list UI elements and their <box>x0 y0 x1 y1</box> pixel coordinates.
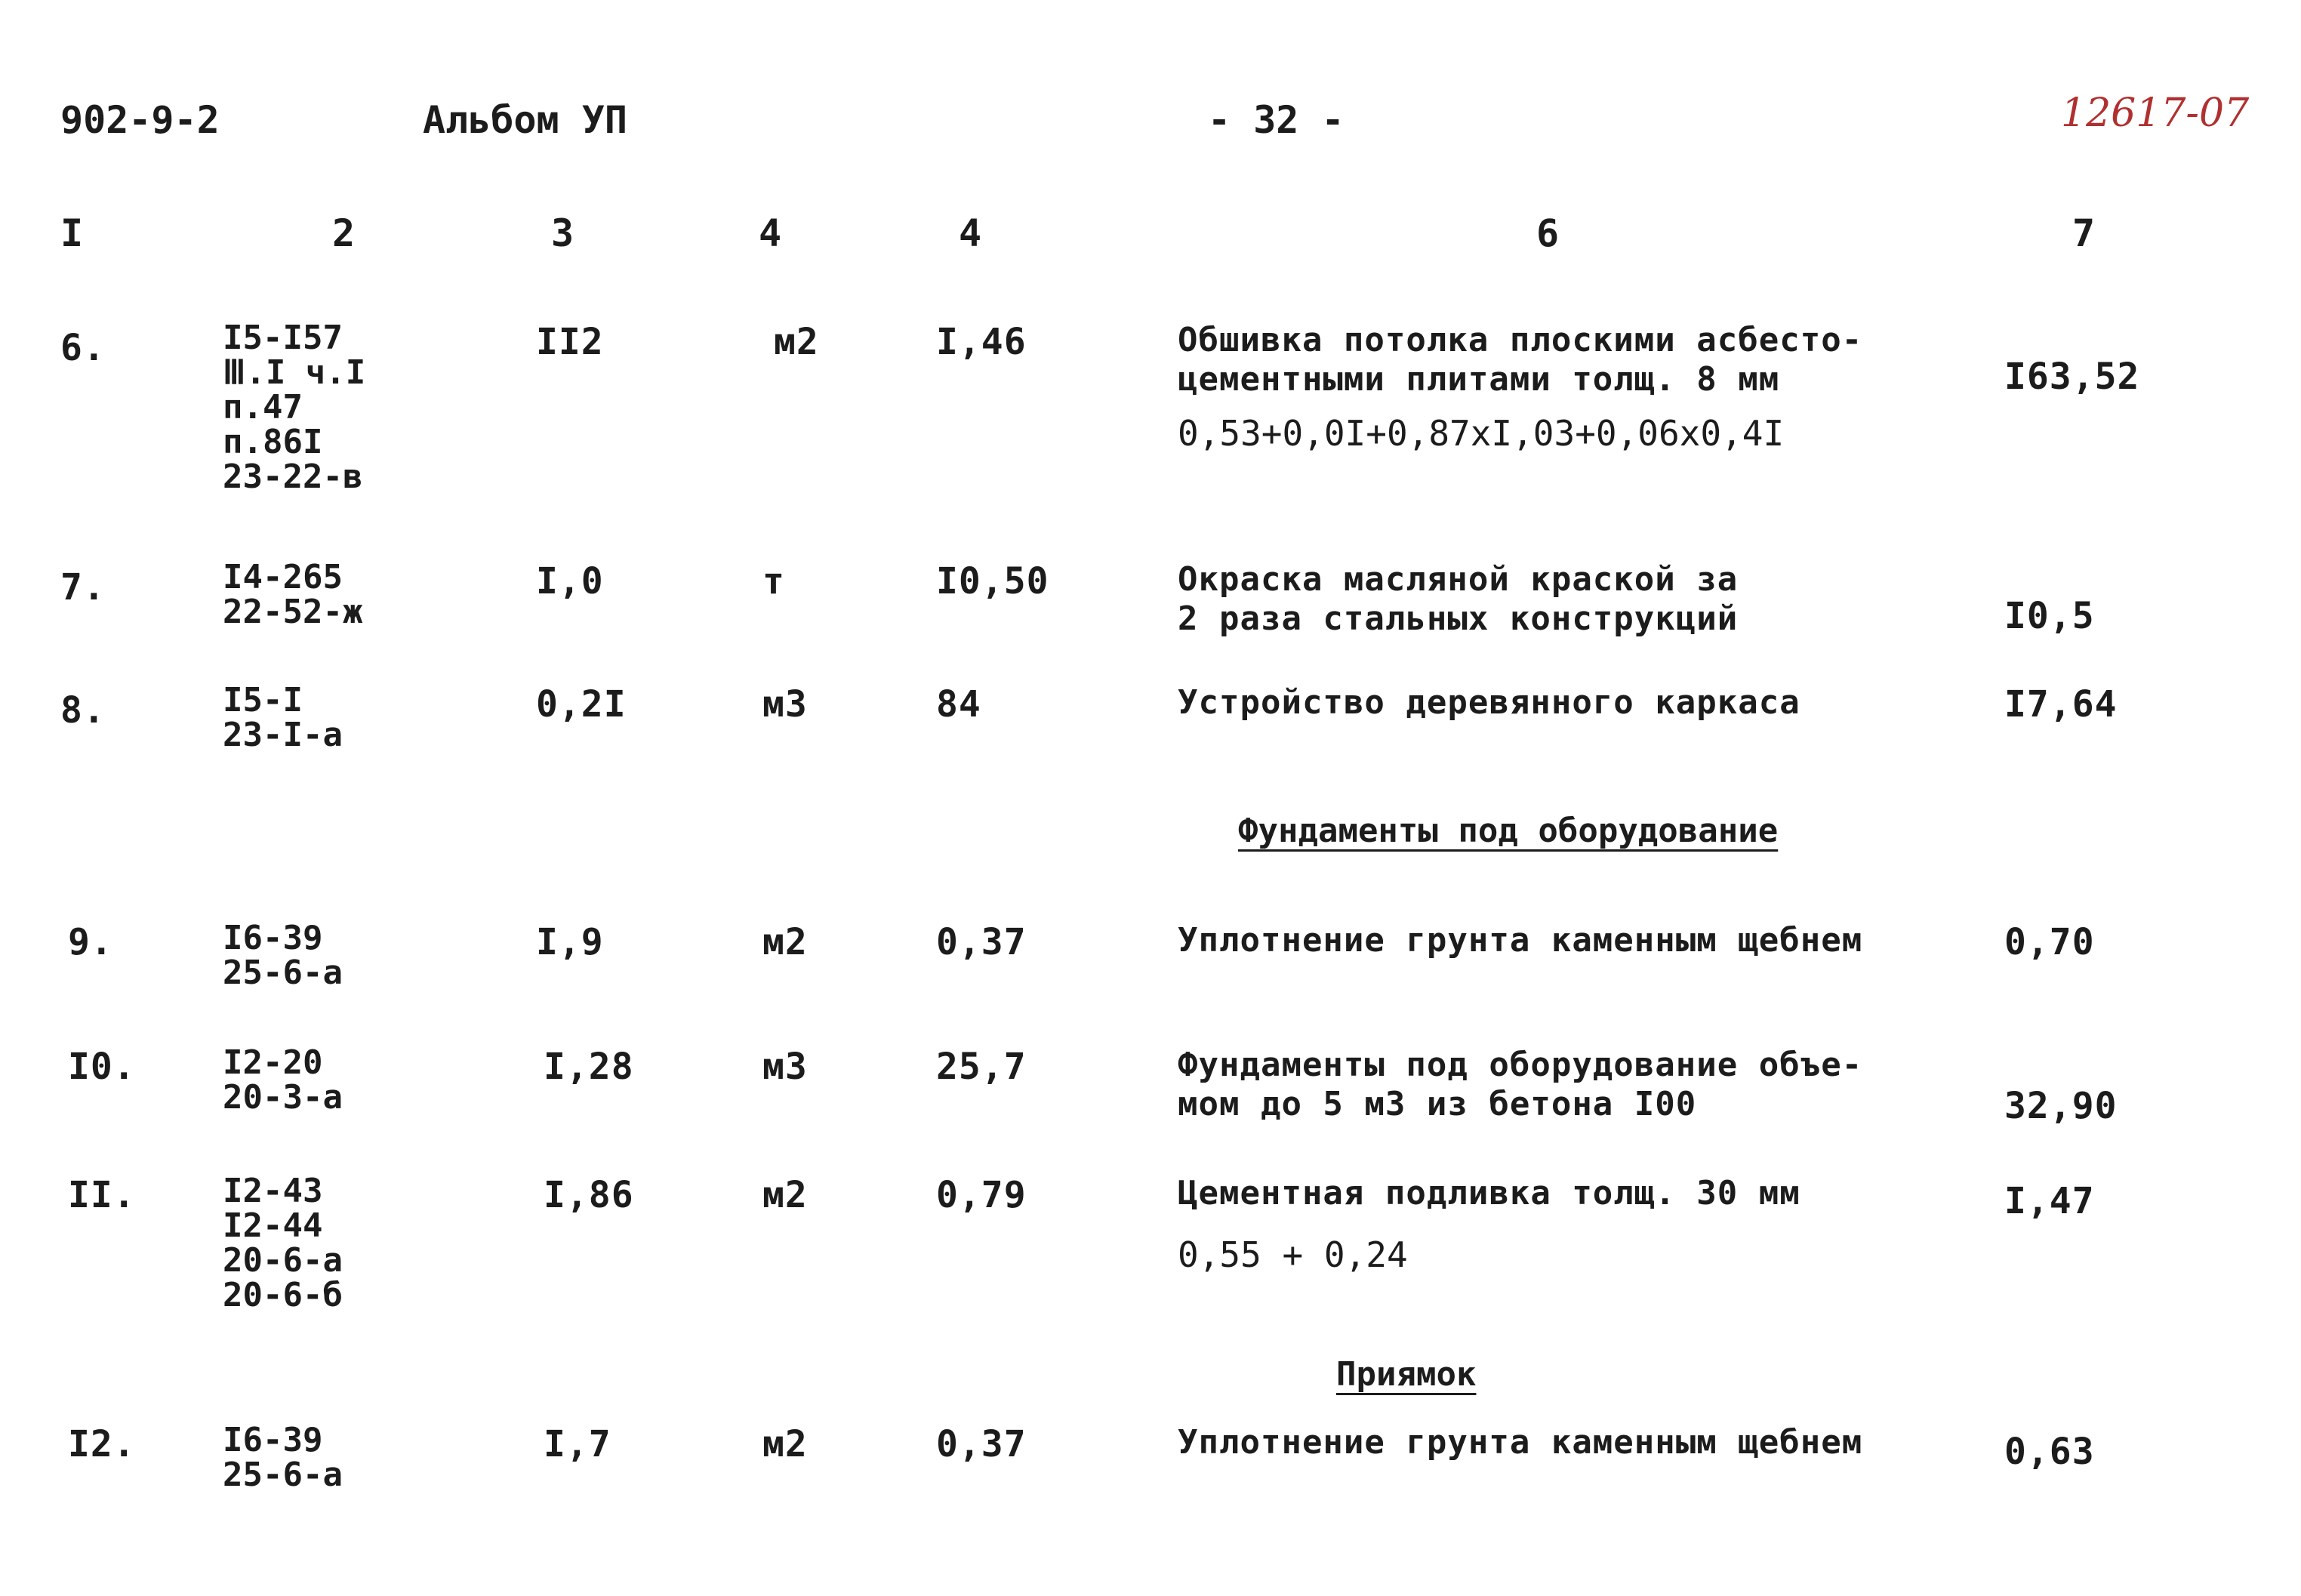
inventory-number: 12617-07 <box>2061 91 2250 136</box>
section-heading-foundations: Фундаменты под оборудование <box>1238 812 1779 850</box>
rate: 0,37 <box>936 921 1027 963</box>
row-number: 6. <box>60 327 106 369</box>
norm-code: п.86I <box>223 423 323 461</box>
work-description <box>1178 921 1862 960</box>
description-line: Устройство деревянного каркаса <box>1178 683 1800 722</box>
total: I0,5 <box>2004 595 2095 637</box>
description-line: 2 раза стальных конструкций <box>1178 599 1739 638</box>
norm-code: 20-3-а <box>223 1078 343 1117</box>
row-number: 8. <box>60 689 106 732</box>
rate: 0,37 <box>936 1423 1027 1465</box>
rate: I0,50 <box>936 560 1049 602</box>
column-number-6: 6 <box>1536 211 1560 255</box>
rate: 25,7 <box>936 1046 1027 1088</box>
column-number-7: 7 <box>2072 211 2096 255</box>
norm-code: 20-6-б <box>223 1276 343 1314</box>
description-line: мом до 5 м3 из бетона I00 <box>1178 1085 1697 1123</box>
rate: 84 <box>936 683 981 726</box>
norm-code: 25-6-а <box>223 954 343 992</box>
norm-code: I4-265 <box>223 558 343 596</box>
norm-code: I5-I57 <box>223 319 343 357</box>
norm-code: I2-43 <box>223 1172 323 1210</box>
rate: 0,79 <box>936 1174 1027 1216</box>
description-line: Уплотнение грунта каменным щебнем <box>1178 1423 1863 1462</box>
unit: м3 <box>762 1046 808 1088</box>
unit: м2 <box>774 321 819 363</box>
document-code: 902-9-2 <box>60 98 220 142</box>
description-line: Окраска масляной краской за <box>1178 560 1739 599</box>
unit: т <box>762 560 785 602</box>
quantity: II2 <box>536 321 604 363</box>
norm-code: I5-I <box>223 681 303 719</box>
norm-code: I2-44 <box>223 1206 323 1245</box>
column-number-2: 2 <box>332 211 356 255</box>
work-description <box>1178 1174 1800 1213</box>
norm-code: I6-39 <box>223 1421 323 1459</box>
total: 0,70 <box>2004 921 2095 963</box>
norm-code: 23-22-в <box>223 458 363 496</box>
section-heading-pit: Приямок <box>1336 1355 1477 1394</box>
total: 0,63 <box>2004 1431 2095 1473</box>
description-line: цементными плитами толщ. 8 мм <box>1178 360 1780 399</box>
norm-code: I2-20 <box>223 1043 323 1082</box>
norm-codes <box>223 921 343 991</box>
norm-codes <box>223 1423 343 1493</box>
norm-code: п.47 <box>223 388 303 427</box>
unit: м3 <box>762 683 808 726</box>
total: I,47 <box>2004 1180 2095 1222</box>
column-number-5: 4 <box>959 211 982 255</box>
norm-code: I6-39 <box>223 919 323 957</box>
norm-codes <box>223 1043 343 1117</box>
norm-codes <box>223 321 365 495</box>
quantity: I,0 <box>536 560 604 602</box>
description-line: Обшивка потолка плоскими асбесто- <box>1178 321 1863 359</box>
quantity: 0,2I <box>536 683 627 726</box>
row-number: I2. <box>68 1423 136 1465</box>
quantity: I,9 <box>536 921 604 963</box>
unit: м2 <box>762 1174 808 1216</box>
row-number: I0. <box>68 1046 136 1088</box>
norm-code: 25-6-а <box>223 1456 343 1494</box>
column-number-1: I <box>60 211 84 255</box>
quantity: I,28 <box>544 1046 634 1088</box>
page-number: - 32 - <box>1208 98 1345 142</box>
quantity: I,7 <box>544 1423 611 1465</box>
album-label: Альбом УП <box>423 98 627 142</box>
unit: м2 <box>762 1423 808 1465</box>
work-description <box>1178 1423 1862 1462</box>
description-line: Цементная подливка толщ. 30 мм <box>1178 1174 1800 1212</box>
norm-code: Ⅲ.I ч.I <box>223 353 366 392</box>
column-number-4: 4 <box>759 211 782 255</box>
row-number: 7. <box>60 566 106 609</box>
calculation-formula: 0,53+0,0I+0,87xI,03+0,06x0,4I <box>1178 413 1785 454</box>
row-number: II. <box>68 1174 136 1216</box>
norm-codes <box>223 683 343 753</box>
total: I63,52 <box>2004 356 2140 398</box>
work-description <box>1178 1046 1862 1124</box>
unit: м2 <box>762 921 808 963</box>
column-number-3: 3 <box>551 211 574 255</box>
quantity: I,86 <box>544 1174 634 1216</box>
norm-codes <box>223 560 362 630</box>
calculation-formula: 0,55 + 0,24 <box>1178 1234 1408 1275</box>
rate: I,46 <box>936 321 1027 363</box>
work-description <box>1178 683 1800 723</box>
total: 32,90 <box>2004 1085 2118 1127</box>
total: I7,64 <box>2004 683 2118 726</box>
row-number: 9. <box>68 921 113 963</box>
norm-code: 23-I-а <box>223 716 343 754</box>
work-description <box>1178 321 1862 399</box>
description-line: Уплотнение грунта каменным щебнем <box>1178 921 1863 960</box>
norm-code: 22-52-ж <box>223 593 363 631</box>
work-description <box>1178 560 1738 639</box>
norm-codes <box>223 1174 343 1313</box>
description-line: Фундаменты под оборудование объе- <box>1178 1046 1863 1084</box>
norm-code: 20-6-а <box>223 1241 343 1280</box>
